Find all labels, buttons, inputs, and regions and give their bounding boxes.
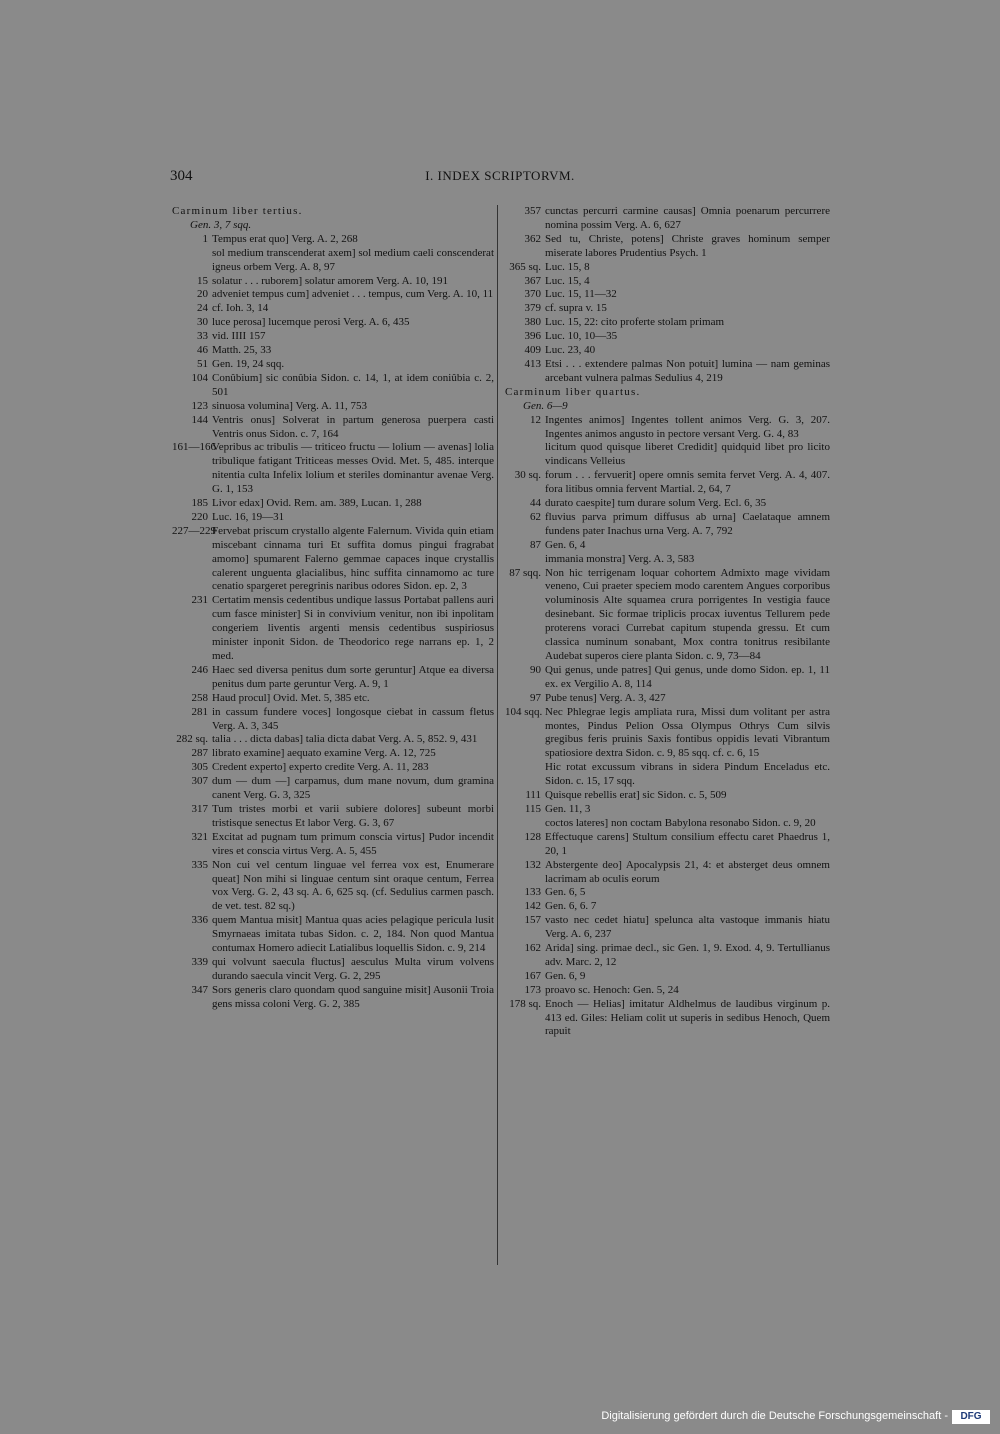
index-entry [505, 789, 830, 803]
verse-number: 167 [524, 969, 541, 982]
index-entry [505, 316, 830, 330]
entry-text: cunctas percurri carmine causas] Omnia poenarum percurrere nomina possim Verg. A. 6, 627 [545, 205, 830, 231]
index-entry [505, 900, 830, 914]
entry-text: librato examine] aequato examine Verg. A. 12, 725 [212, 747, 436, 760]
verse-number: 132 [524, 858, 541, 871]
index-entry [505, 275, 830, 289]
index-entry [172, 358, 494, 372]
entry-text: Gen. 11, 3 [545, 802, 591, 815]
entry-text: solatur . . . ruborem] solatur amorem Verg. A. 10, 191 [212, 274, 449, 287]
entry-text: adveniet tempus cum] adveniet . . . tempus, cum Verg. A. 10, 11 [212, 288, 494, 301]
verse-number: 104 [191, 371, 208, 384]
index-entry [505, 358, 830, 386]
entry-text: Luc. 15, 22: cito proferte stolam primam [545, 316, 725, 329]
index-entry [172, 233, 494, 247]
verse-number: 30 [197, 316, 208, 329]
entry-text: Luc. 10, 10—35 [545, 330, 618, 343]
verse-number: 44 [530, 497, 541, 510]
index-entry [172, 761, 494, 775]
entry-text: Pube tenus] Verg. A. 3, 427 [545, 691, 666, 704]
verse-number: 379 [524, 302, 541, 315]
dfg-logo: DFG [952, 1410, 990, 1424]
verse-number: 24 [197, 302, 208, 315]
entry-text: Luc. 15, 8 [545, 260, 590, 273]
entry-text: Haec sed diversa penitus dum sorte geruntur] Atque ea diversa penitus dum parte geruntur Verg. A. 9, 1 [212, 663, 494, 690]
index-entry [172, 525, 494, 595]
entry-text: in cassum fundere voces] longosque ciebat in cassum fletus Verg. A. 3, 345 [212, 705, 494, 732]
index-entry [172, 497, 494, 511]
entry-text: Vepribus ac tribulis — triticeo fructu — lolium — avenas] lolia tribulique fatigant Triticeas messes Ovid. Met. 5, 485. interque nitentia culta Infelix lolium et steriles dominantur avenae Verg. G. 1, 153 [212, 441, 494, 496]
index-entry [172, 441, 494, 497]
entry-text: sinuosa volumina] Verg. A. 11, 753 [212, 399, 368, 412]
index-entry [172, 664, 494, 692]
index-entry [172, 344, 494, 358]
verse-number: 157 [524, 914, 541, 927]
verse-number: 142 [524, 900, 541, 913]
index-entry [505, 330, 830, 344]
entry-text: fluvius parva primum diffusus ab urna] Caelataque amnem fundens pater Inachus urna Verg. A. 7, 792 [545, 510, 830, 537]
verse-number: 15 [197, 274, 208, 287]
verse-number: 178 sq. [509, 997, 541, 1010]
entry-text: Luc. 15, 4 [545, 274, 590, 287]
verse-number: 281 [191, 705, 208, 718]
verse-number: 307 [191, 775, 208, 788]
verse-number: 123 [191, 399, 208, 412]
index-entry [172, 692, 494, 706]
entry-text: Gen. 6, 5 [545, 886, 586, 899]
entry-text: vid. IIII 157 [212, 330, 266, 343]
index-entry [172, 859, 494, 915]
verse-number: 144 [191, 413, 208, 426]
index-entry [172, 511, 494, 525]
verse-number: 380 [524, 316, 541, 329]
funding-notice: Digitalisierung gefördert durch die Deutsche Forschungsgemeinschaft - [601, 1410, 948, 1422]
column-divider [497, 205, 498, 1265]
entry-text: Nec Phlegrae legis ampliata rura, Missi dum volitant per astra montes, Pindus Pelion Ossa Olympus Othrys Cum silvis gregibus feris pruinis Saxis fontibus oppidis levati Vibrantum spatiosiore dextra Sidon. c. 9, 85 sqq. cf. c. 6, 15 [545, 705, 830, 760]
right-column [505, 205, 830, 1039]
entry-text: Non cui vel centum linguae vel ferrea vox est, Enumerare queat] Non mihi si linguae centum sint oraque centum, Ferrea vox Verg. G. 2, 43 sq. A. 6, 625 sq. (cf. Sedulius carmen pasch. de vet. test. 82 sq.) [212, 858, 494, 913]
index-entry [172, 414, 494, 442]
index-entry [172, 330, 494, 344]
entry-text: Ventris onus] Solverat in partum generosa puerpera casti Ventris onus Sidon. c. 7, 164 [212, 413, 494, 440]
verse-number: 347 [191, 983, 208, 996]
index-entry [505, 567, 830, 664]
verse-number: 173 [524, 983, 541, 996]
index-entry [505, 998, 830, 1040]
section-heading: Carminum liber quartus. [505, 385, 641, 398]
index-entry [505, 692, 830, 706]
entry-text: Abstergente deo] Apocalypsis 21, 4: et absterget deus omnem lacrimam ab oculis eorum [545, 858, 830, 885]
entry-text: Ingentes animos] Ingentes tollent animos Verg. G. 3, 207. Ingentes animos angusto in pectore versant Verg. G. 4, 83 [545, 413, 830, 440]
entry-text: Credent experto] experto credite Verg. A. 11, 283 [212, 761, 429, 774]
entry-text: durato caespite] tum durare solum Verg. Ecl. 6, 35 [545, 497, 767, 510]
index-entry [505, 539, 830, 553]
verse-number: 370 [524, 288, 541, 301]
entry-text: Sors generis claro quondam quod sanguine misit] Ausonii Troia gens missa coloni Verg. G. 2, 385 [212, 983, 494, 1010]
verse-number: 162 [524, 942, 541, 955]
entry-text: Haud procul] Ovid. Met. 5, 385 etc. [212, 691, 370, 704]
verse-number: 317 [191, 802, 208, 815]
verse-number: 87 [530, 538, 541, 551]
section-heading: Carminum liber tertius. [172, 205, 303, 217]
index-entry [172, 733, 494, 747]
index-entry [172, 775, 494, 803]
entry-text: Gen. 6, 6. 7 [545, 900, 597, 913]
entry-text: Arida] sing. primae decl., sic Gen. 1, 9. Exod. 4, 9. Tertullianus adv. Marc. 2, 12 [545, 942, 830, 968]
index-entry [172, 400, 494, 414]
verse-number: 362 [524, 232, 541, 245]
verse-number: 111 [525, 789, 541, 802]
verse-number: 33 [197, 330, 208, 343]
verse-number: 220 [191, 510, 208, 523]
entry-text: cf. supra v. 15 [545, 302, 607, 315]
section-reference: Gen. 6—9 [523, 399, 568, 412]
entry-text: Certatim mensis cedentibus undique lassus Portabat pallens auri cum fasce minister] Si in convivium venitur, non ibi inpolitam congeriem liventis argenti mensis cedentibus suspiriosus minister inponit Sidon. de Theodorico rege narrans ep. 1, 2 med. [212, 594, 494, 662]
verse-number: 1 [202, 232, 208, 245]
verse-number: 357 [524, 205, 541, 217]
entry-text: qui volvunt saecula fluctus] aesculus Multa virum volvens durando saecula vincit Verg. G. 2, 295 [212, 955, 494, 982]
entry-text: Conûbium] sic conûbia Sidon. c. 14, 1, at idem coniûbia c. 2, 501 [212, 371, 494, 398]
entry-text: licitum quod quisque liberet Credidit] quidquid libet pro licito vindicans Velleius [545, 441, 830, 468]
entry-text: proavo sc. Henoch: Gen. 5, 24 [545, 983, 679, 996]
page-number: 304 [170, 168, 193, 184]
index-entry [505, 984, 830, 998]
verse-number: 305 [191, 761, 208, 774]
index-entry [505, 497, 830, 511]
index-entry [505, 302, 830, 316]
index-entry [505, 205, 830, 233]
entry-text: Luc. 16, 19—31 [212, 510, 285, 523]
entry-text: sol medium transcenderat axem] sol medium caeli conscenderat igneus orbem Verg. A. 8, 97 [212, 246, 494, 273]
entry-text: Excitat ad pugnam tum primum conscia virtus] Pudor incendit vires et conscia virtus Verg. A. 5, 455 [212, 830, 494, 857]
verse-number: 365 sq. [509, 260, 541, 273]
index-entry [172, 914, 494, 956]
index-entry [505, 414, 830, 442]
verse-number: 336 [191, 914, 208, 927]
verse-number: 46 [197, 344, 208, 357]
footer [0, 1408, 1000, 1428]
entry-text: cf. Ioh. 3, 14 [212, 302, 269, 315]
verse-number: 115 [524, 802, 541, 815]
index-entry [505, 970, 830, 984]
index-entry [505, 761, 830, 789]
verse-number: 62 [530, 510, 541, 523]
verse-number: 409 [524, 344, 541, 357]
entry-text: coctos lateres] non coctam Babylona resonabo Sidon. c. 9, 20 [545, 816, 816, 829]
verse-number: 87 sqq. [509, 566, 541, 579]
section-reference: Gen. 3, 7 sqq. [190, 218, 252, 231]
index-entry [505, 344, 830, 358]
verse-number: 246 [191, 663, 208, 676]
entry-text: immania monstra] Verg. A. 3, 583 [545, 552, 695, 565]
entry-text: Effectuque carens] Stultum consilium effectu caret Phaedrus 1, 20, 1 [545, 830, 830, 857]
index-entry [505, 511, 830, 539]
entry-text: Non hic terrigenam loquar cohortem Admixto mage vividam veneno, Cui praeter speciem modo carentem Angues corporibus voluminosis Alte squamea crura porrigentes In vestigia fauce desinebant. Sic formae triplicis procax iuventus Tellurem pede proterens voraci Currebat capitum stupenda gressu. Et cum classica numinum sonabant, Mox contra tonitrus resibilante Audebat superos ciere planta Sidon. c. 9, 73—84 [545, 566, 830, 662]
verse-number: 367 [524, 274, 541, 287]
entry-text: Tempus erat quo] Verg. A. 2, 268 [212, 232, 358, 245]
index-entry [172, 747, 494, 761]
verse-number: 104 sqq. [505, 705, 543, 718]
verse-number: 282 sq. [176, 733, 208, 746]
index-entry [505, 831, 830, 859]
verse-number: 20 [197, 288, 208, 301]
entry-text: Tum tristes morbi et varii subiere dolores] subeunt morbi tristisque senectus Et labor Verg. G. 3, 67 [212, 802, 494, 829]
index-entry [172, 247, 494, 275]
index-entry [172, 984, 494, 1012]
left-column [172, 205, 494, 1012]
entry-text: Gen. 19, 24 sqq. [212, 357, 285, 370]
verse-number: 231 [191, 594, 208, 607]
entry-text: luce perosa] lucemque perosi Verg. A. 6, 435 [212, 316, 410, 329]
index-entry [505, 886, 830, 900]
index-entry [172, 372, 494, 400]
entry-text: Luc. 15, 11—32 [545, 288, 617, 301]
index-entry [505, 817, 830, 831]
index-entry [172, 275, 494, 289]
page-header [170, 168, 830, 188]
verse-number: 396 [524, 330, 541, 343]
entry-text: Gen. 6, 9 [545, 969, 586, 982]
verse-number: 12 [530, 413, 541, 426]
verse-number: 97 [530, 691, 541, 704]
verse-number: 185 [191, 497, 208, 510]
entry-text: quem Mantua misit] Mantua quas acies pelagique pericula lusit Smyrnaeas imitata tubas Sidon. c. 2, 184. Non quod Mantua contumax Homero adiecit Latialibus loquellis Sidon. c. 9, 214 [212, 914, 494, 955]
verse-number: 321 [191, 830, 208, 843]
entry-text: Sed tu, Christe, potens] Christe graves hominum semper miserate labores Prudentius Psych. 1 [545, 232, 830, 259]
verse-number: 133 [524, 886, 541, 899]
verse-number: 161—166 [172, 441, 216, 454]
verse-number: 90 [530, 663, 541, 676]
verse-number: 258 [191, 691, 208, 704]
index-entry [505, 233, 830, 261]
index-entry [505, 914, 830, 942]
verse-number: 335 [191, 858, 208, 871]
entry-text: Matth. 25, 33 [212, 344, 272, 357]
index-entry [505, 803, 830, 817]
index-entry [172, 803, 494, 831]
entry-text: Livor edax] Ovid. Rem. am. 389, Lucan. 1, 288 [212, 497, 422, 510]
verse-number: 30 sq. [514, 469, 541, 482]
entry-text: dum — dum —] carpamus, dum mane novum, dum gramina canent Verg. G. 3, 325 [212, 775, 494, 802]
index-entry [505, 942, 830, 970]
index-entry [172, 594, 494, 664]
index-entry [172, 706, 494, 734]
index-entry [505, 288, 830, 302]
verse-number: 227—229 [172, 524, 216, 537]
index-entry [505, 261, 830, 275]
index-entry [505, 553, 830, 567]
verse-number: 339 [191, 955, 208, 968]
verse-number: 128 [524, 830, 541, 843]
entry-text: Gen. 6, 4 [545, 538, 586, 551]
entry-text: Quisque rebellis erat] sic Sidon. c. 5, 509 [545, 789, 727, 802]
index-entry [172, 831, 494, 859]
entry-text: vasto nec cedet hiatu] spelunca alta vastoque immanis hiatu Verg. A. 6, 237 [545, 914, 830, 941]
index-entry [505, 441, 830, 469]
entry-text: Enoch — Helias] imitatur Aldhelmus de laudibus virginum p. 413 ed. Giles: Heliam colit ut superis in sedibus Henoch, Quem rapuit [545, 997, 830, 1038]
index-entry [505, 664, 830, 692]
entry-text: Qui genus, unde patres] Qui genus, unde domo Sidon. ep. 1, 11 ex. ex Vergilio A. 8, 114 [545, 663, 830, 690]
entry-text: Hic rotat excussum vibrans in sidera Pindum Enceladus etc. Sidon. c. 15, 17 sqq. [545, 761, 830, 788]
verse-number: 287 [191, 747, 208, 760]
index-entry [505, 469, 830, 497]
index-entry [172, 302, 494, 316]
verse-number: 413 [524, 357, 541, 370]
index-entry [505, 859, 830, 887]
entry-text: talia . . . dicta dabas] talia dicta dabat Verg. A. 5, 852. 9, 431 [212, 733, 478, 746]
verse-number: 51 [197, 357, 208, 370]
page-title: I. INDEX SCRIPTORVM. [425, 168, 575, 183]
index-entry [172, 316, 494, 330]
entry-text: Luc. 23, 40 [545, 344, 596, 357]
index-entry [172, 288, 494, 302]
index-entry [172, 956, 494, 984]
index-entry [505, 706, 830, 762]
entry-text: Fervebat priscum crystallo algente Falernum. Vivida quin etiam miscebant cinnama turi Et suffita domus pingui fragrabat amomo] spumarent Falerno gemmae capaces inque crystallis calerent unguenta glacialibus, hinc suffita cinnamomo ac ture cenatio spargeret peregrinis naribus odores Sidon. ep. 2, 3 [212, 524, 494, 593]
entry-text: forum . . . fervuerit] opere omnis semita fervet Verg. A. 4, 407. fora litibus omnia fervent Martial. 2, 64, 7 [545, 469, 830, 496]
entry-text: Etsi . . . extendere palmas Non potuit] lumina — nam geminas arcebant vulnera palmas Sedulius 4, 219 [545, 357, 830, 384]
